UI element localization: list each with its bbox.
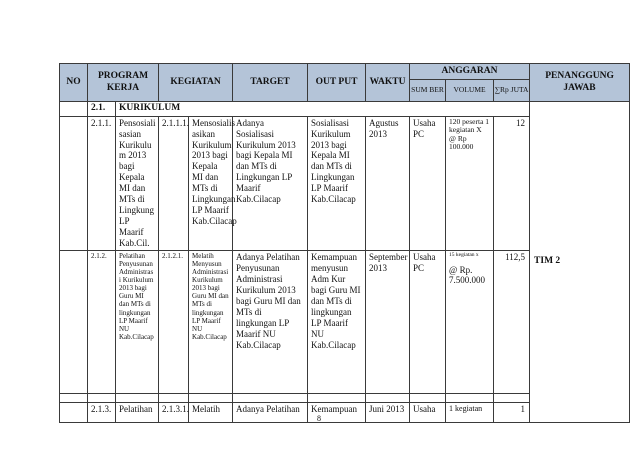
section-number: 2.1. bbox=[88, 102, 116, 117]
kegiatan-number: 2.1.1.1. bbox=[159, 116, 189, 251]
header-anggaran: ANGGARAN bbox=[410, 64, 530, 80]
volume-text: 120 peserta 1 kegiatan X @ Rp 100.000 bbox=[446, 116, 494, 251]
volume-text: 1 kegiatan bbox=[446, 403, 494, 423]
header-no: NO bbox=[60, 64, 88, 102]
header-kegiatan: KEGIATAN bbox=[159, 64, 233, 102]
waktu-text: Juni 2013 bbox=[366, 403, 410, 423]
volume-price: @ Rp. 7.500.000 bbox=[449, 264, 486, 286]
program-number: 2.1.2. bbox=[88, 251, 116, 394]
header-rp: ∑Rp JUTA bbox=[494, 80, 530, 102]
sumber-text: Usaha PC bbox=[410, 116, 446, 251]
target-text: Adanya Pelatihan bbox=[233, 403, 308, 423]
rp-value: 112,5 bbox=[494, 251, 530, 394]
target-text: Adanya Sosialisasi Kurikulum 2013 bagi Kepala MI dan MTs di Lingkungan LP Maarif Kab.Cilacap bbox=[233, 116, 308, 251]
rp-value: 1 bbox=[494, 403, 530, 423]
output-text: Kemampuan menyusun Adm Kur bagi Guru MI dan MTs di lingkungan LP Maarif NU Kab.Cilacap bbox=[308, 251, 366, 394]
header-sumber: SUM BER bbox=[410, 80, 446, 102]
program-name: Pelatihan Penyusunan Administras i Kurikulum 2013 bagi Guru MI dan MTs di lingkungan LP Maarif NU Kab.Cilacap bbox=[116, 251, 159, 394]
kegiatan-name: Melatih bbox=[189, 403, 233, 423]
header-waktu: WAKTU bbox=[366, 64, 410, 102]
sumber-text: Usaha PC bbox=[410, 251, 446, 394]
program-name: Pensosiali sasian Kurikulu m 2013 bagi Kepala MI dan MTs di Lingkung LP Maarif Kab.Cil. bbox=[116, 116, 159, 251]
output-text: Kemampuan bbox=[308, 403, 366, 423]
header-output: OUT PUT bbox=[308, 64, 366, 102]
header-target: TARGET bbox=[233, 64, 308, 102]
section-row bbox=[60, 102, 630, 117]
page-number: 8 bbox=[317, 414, 321, 423]
program-table bbox=[59, 63, 630, 423]
kegiatan-number: 2.1.3.1. bbox=[159, 403, 189, 423]
header-penanggung-jawab: PENANGGUNG JAWAB bbox=[530, 64, 630, 102]
output-text: Sosialisasi Kurikulum 2013 bagi Kepala MI dan MTs di Lingkungan LP Maarif Kab.Cilacap bbox=[308, 116, 366, 251]
volume-count: 15 kegiatan x bbox=[449, 252, 479, 259]
header-volume: VOLUME bbox=[446, 80, 494, 102]
kegiatan-name: Melatih Menyusun Administrasi Kurikulum 2013 bagi Guru MI dan MTs di lingkungan LP Maarif NU Kab.Cilacap bbox=[189, 251, 233, 394]
target-text: Adanya Pelatihan Penyusunan Administrasi Kurikulum 2013 bagi Guru MI dan MTs di lingkungan LP Maarif NU Kab.Cilacap bbox=[233, 251, 308, 394]
program-number: 2.1.3. bbox=[88, 403, 116, 423]
kegiatan-name: Mensosialis asikan Kurikulum 2013 bagi Kepala MI dan MTs di Lingkungan LP Maarif Kab.Cilacap bbox=[189, 116, 233, 251]
rp-value: 12 bbox=[494, 116, 530, 251]
waktu-text: Agustus 2013 bbox=[366, 116, 410, 251]
section-title: KURIKULUM bbox=[116, 102, 530, 117]
kegiatan-number: 2.1.2.1. bbox=[159, 251, 189, 394]
program-name: Pelatihan bbox=[116, 403, 159, 423]
responsible-team: TIM 2 bbox=[530, 102, 630, 423]
volume-cell bbox=[446, 251, 494, 394]
waktu-text: September 2013 bbox=[366, 251, 410, 394]
sumber-text: Usaha bbox=[410, 403, 446, 423]
program-number: 2.1.1. bbox=[88, 116, 116, 251]
header-program: PROGRAM KERJA bbox=[88, 64, 159, 102]
